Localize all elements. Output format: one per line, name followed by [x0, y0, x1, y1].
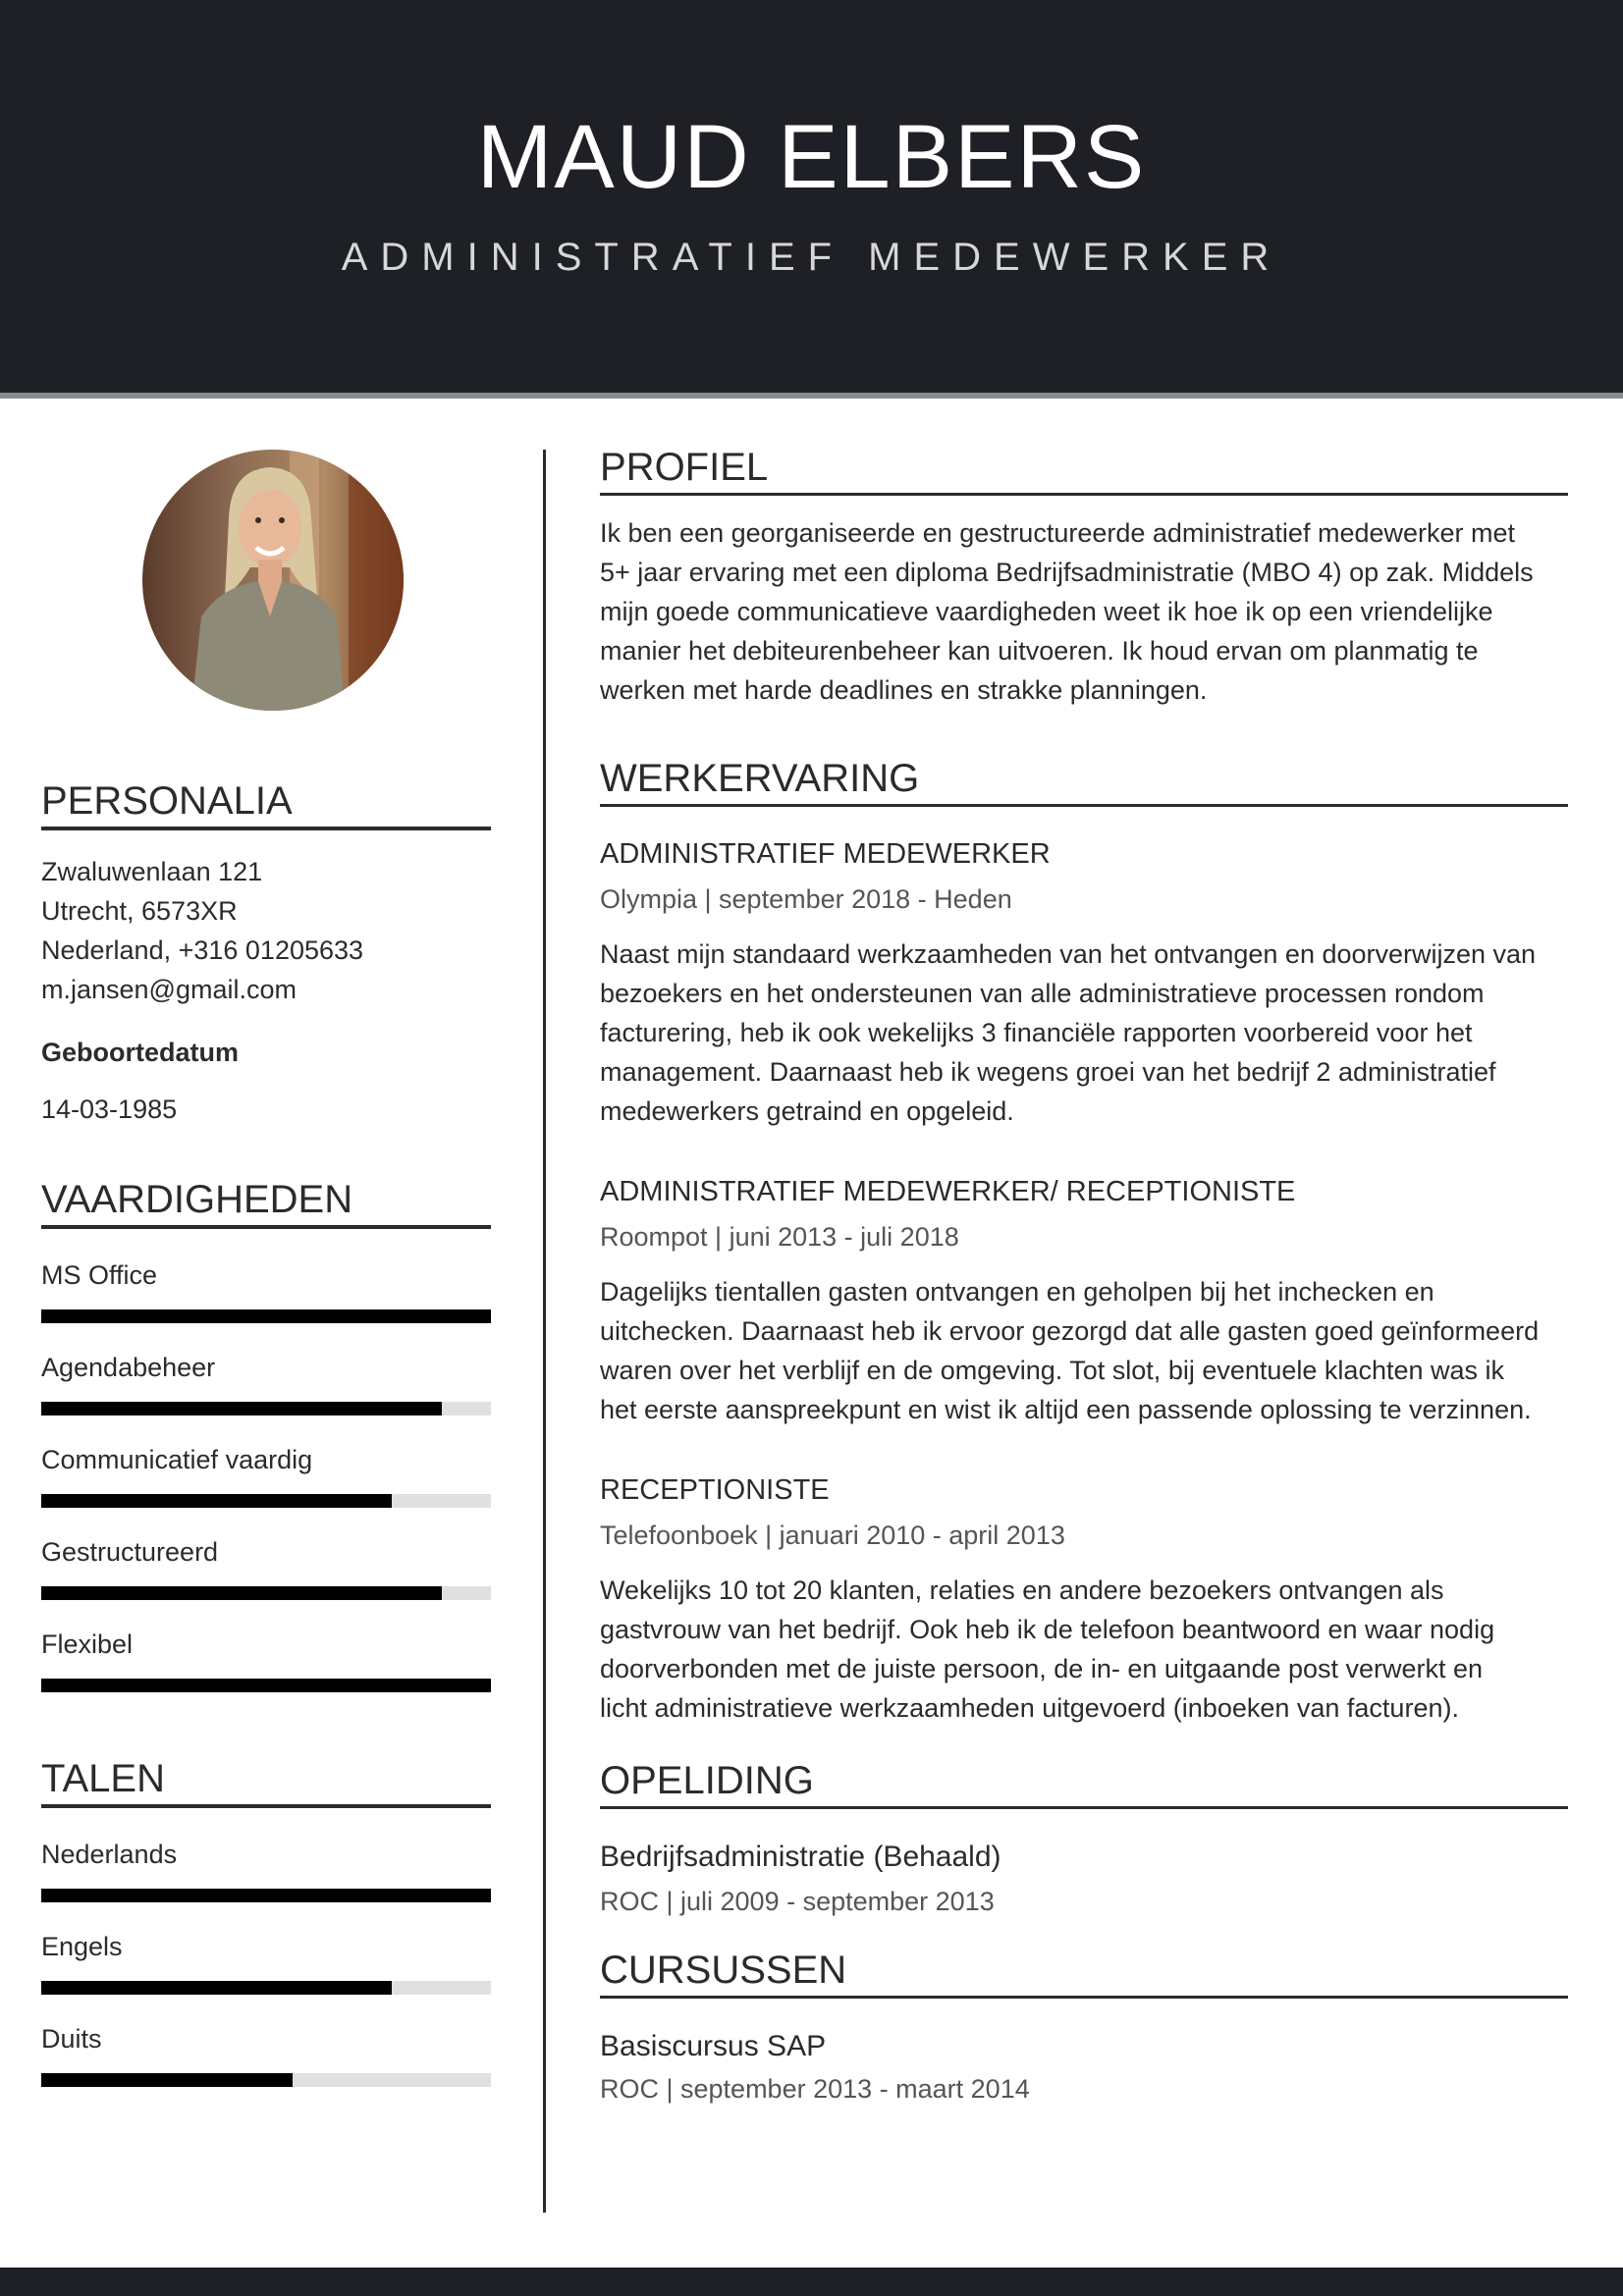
country-phone: Nederland, +316 01205633	[41, 935, 364, 965]
language-bar	[41, 1889, 491, 1902]
job-title: ADMINISTRATIEF MEDEWERKER/ RECEPTIONISTE	[600, 1176, 1296, 1207]
education-item-title: Bedrijfsadministratie (Behaald)	[600, 1841, 1001, 1873]
footer-banner	[0, 2268, 1623, 2296]
section-rule	[41, 827, 491, 830]
languages-title: TALEN	[41, 1757, 165, 1800]
job-description	[600, 1571, 1568, 1728]
text-line: manier het debiteurenbeheer kan uitvoeren. Ik houd ervan om planmatig te	[600, 636, 1479, 666]
profile-text	[600, 513, 1568, 710]
language-bar	[41, 1981, 491, 1995]
text-line: Dagelijks tientallen gasten ontvangen en geholpen bij het inchecken en	[600, 1277, 1434, 1307]
skill-item	[41, 1256, 491, 1323]
section-rule	[41, 1804, 491, 1808]
profile-title: PROFIEL	[600, 446, 769, 489]
skill-label: Communicatief vaardig	[41, 1445, 313, 1474]
profile-photo	[142, 450, 404, 711]
skill-bar-fill	[41, 1586, 442, 1600]
language-bar-fill	[41, 1981, 392, 1995]
column-divider	[543, 450, 546, 2213]
experience-title: WERKERVARING	[600, 757, 920, 800]
section-rule	[600, 804, 1568, 807]
address-line-1: Zwaluwenlaan 121	[41, 857, 263, 886]
language-item	[41, 2020, 491, 2087]
job-description	[600, 934, 1568, 1131]
text-line: het eerste aanspreekpunt en wist ik altijd een passende oplossing te verzinnen.	[600, 1395, 1532, 1424]
text-line: management. Daarnaast heb ik wegens groei van het bedrijf 2 administratief	[600, 1057, 1496, 1087]
skill-bar-fill	[41, 1402, 442, 1415]
language-label: Nederlands	[41, 1840, 178, 1869]
skill-bar	[41, 1402, 491, 1415]
section-rule	[600, 493, 1568, 496]
skill-bar-fill	[41, 1679, 491, 1692]
candidate-name: MAUD ELBERS	[476, 107, 1147, 207]
dob-label: Geboortedatum	[41, 1038, 240, 1067]
courses-section	[600, 1945, 1568, 2109]
course-item-meta: ROC | september 2013 - maart 2014	[600, 2074, 1030, 2104]
text-line: uitchecken. Daarnaast heb ik ervoor gezorgd dat alle gasten goed geïnformeerd	[600, 1316, 1540, 1346]
job-description	[600, 1272, 1568, 1429]
text-line: werken met harde deadlines en strakke planningen.	[600, 675, 1208, 705]
text-line: waren over het verblijf en de omgeving. Tot slot, bij eventuele klachten was ik	[600, 1356, 1505, 1385]
job-entry	[600, 1172, 1568, 1429]
skill-item	[41, 1626, 491, 1692]
profile-section	[600, 442, 1568, 710]
job-meta: Telefoonboek | januari 2010 - april 2013	[600, 1521, 1065, 1550]
job-entry	[600, 1470, 1568, 1728]
text-line: bezoekers en het ondersteunen van alle administratieve processen rondom	[600, 979, 1485, 1008]
header-divider	[0, 393, 1623, 399]
contact-block	[41, 852, 491, 1009]
text-line: doorverbonden met de juiste persoon, de in- en uitgaande post verwerkt en	[600, 1654, 1484, 1683]
courses-title: CURSUSSEN	[600, 1949, 847, 1992]
job-meta: Olympia | september 2018 - Heden	[600, 884, 1012, 914]
personalia-title: PERSONALIA	[41, 779, 293, 823]
text-line: mijn goede communicatieve vaardigheden weet ik hoe ik op een vriendelijke	[600, 597, 1493, 626]
skill-bar	[41, 1309, 491, 1323]
job-title: ADMINISTRATIEF MEDEWERKER	[600, 838, 1051, 870]
text-line: Naast mijn standaard werkzaamheden van het ontvangen en doorverwijzen van	[600, 939, 1537, 969]
text-line: licht administratieve werkzaamheden uitgevoerd (inboeken van facturen).	[600, 1693, 1459, 1723]
skill-item	[41, 1349, 491, 1415]
text-line: medewerkers getraind en opgeleid.	[600, 1096, 1014, 1126]
section-rule	[600, 1996, 1568, 1999]
skill-item	[41, 1441, 491, 1508]
education-item-meta: ROC | juli 2009 - september 2013	[600, 1887, 995, 1916]
section-rule	[600, 1806, 1568, 1809]
language-item	[41, 1836, 491, 1902]
text-line: facturering, heb ik ook wekelijks 3 financiële rapporten voorbereid voor het	[600, 1018, 1473, 1047]
language-label: Engels	[41, 1932, 123, 1961]
education-title: OPELIDING	[600, 1759, 814, 1802]
skill-label: Agendabeheer	[41, 1353, 216, 1382]
text-line: 5+ jaar ervaring met een diploma Bedrijfsadministratie (MBO 4) op zak. Middels	[600, 558, 1534, 587]
text-line: Wekelijks 10 tot 20 klanten, relaties en andere bezoekers ontvangen als	[600, 1575, 1444, 1605]
job-entry	[600, 834, 1568, 1131]
skills-title: VAARDIGHEDEN	[41, 1178, 353, 1221]
skill-label: MS Office	[41, 1260, 158, 1290]
skills-section	[41, 1174, 491, 1692]
right-column	[600, 442, 1568, 2109]
dob-value: 14-03-1985	[41, 1095, 178, 1124]
left-column	[41, 775, 491, 2087]
personalia-section	[41, 775, 491, 1129]
course-item-title: Basiscursus SAP	[600, 2030, 827, 2062]
language-bar-fill	[41, 2073, 293, 2087]
skill-bar	[41, 1586, 491, 1600]
email-link[interactable]: m.jansen@gmail.com	[41, 975, 297, 1004]
job-meta: Roompot | juni 2013 - juli 2018	[600, 1222, 959, 1252]
job-title: RECEPTIONISTE	[600, 1474, 830, 1506]
language-bar	[41, 2073, 491, 2087]
education-section	[600, 1755, 1568, 1921]
text-line: gastvrouw van het bedrijf. Ook heb ik de telefoon beantwoord en waar nodig	[600, 1615, 1495, 1644]
skill-bar	[41, 1679, 491, 1692]
skill-bar	[41, 1494, 491, 1508]
language-item	[41, 1928, 491, 1995]
skill-bar-fill	[41, 1309, 491, 1323]
section-rule	[41, 1225, 491, 1229]
skill-item	[41, 1533, 491, 1600]
languages-section	[41, 1753, 491, 2087]
experience-section	[600, 753, 1568, 1728]
address-line-2: Utrecht, 6573XR	[41, 896, 238, 926]
candidate-role: ADMINISTRATIEF MEDEWERKER	[341, 236, 1282, 279]
skill-label: Gestructureerd	[41, 1537, 219, 1567]
skill-bar-fill	[41, 1494, 392, 1508]
skill-label: Flexibel	[41, 1629, 134, 1659]
text-line: Ik ben een georganiseerde en gestructureerde administratief medewerker met	[600, 518, 1516, 548]
language-label: Duits	[41, 2024, 102, 2054]
language-bar-fill	[41, 1889, 491, 1902]
header-banner	[0, 0, 1623, 393]
